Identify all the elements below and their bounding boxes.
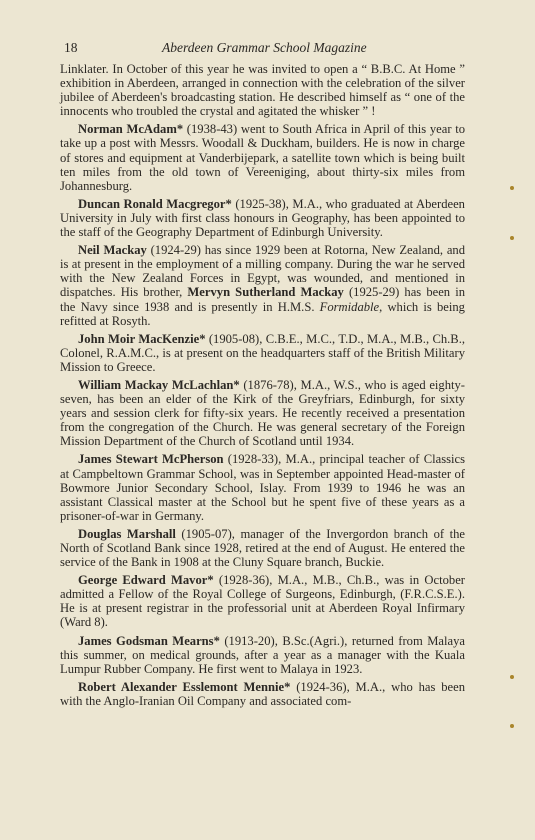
paragraph-linklater: Linklater. In October of this year he was invited to open a “ B.B.C. At Home ” exhibition in Aberdeen, arranged in connection with the celebration of the silver jubilee of Aberdeen's broadcasting station. He described himself as “ one of the innocents who troubled the crystal and agitated the whisker ” ! xyxy=(60,62,465,119)
person-name: William Mackay McLachlan* xyxy=(78,377,240,392)
paragraph-mennie: Robert Alexander Esslemont Mennie* (1924-36), M.A., who has been with the Anglo-Iranian Oil Company and associated com- xyxy=(60,679,465,708)
paragraph-marshall: Douglas Marshall (1905-07), manager of the Invergordon branch of the North of Scotland Bank since 1928, retired at the end of August. He entered the service of the Bank in 1908 at the Cluny Square branch, Buckie. xyxy=(60,526,465,570)
person-name: John Moir MacKenzie* xyxy=(78,331,206,346)
paragraph-mearns: James Godsman Mearns* (1913-20), B.Sc.(Agri.), returned from Malaya this summer, on medical grounds, after a year as a manager with the Kuala Lumpur Rubber Company. He first went to Malaya in 1923. xyxy=(60,633,465,676)
paragraph-mcpherson: James Stewart McPherson (1928-33), M.A., principal teacher of Classics at Campbeltown Grammar School, was in September appointed Head-master of Bowmore Junior Secondary School, Islay. From 1939 to 1946 he was an assistant Classical master at the School but he spent five of these years as a prisoner-of-war in Germany. xyxy=(60,452,466,523)
person-name: Douglas Marshall xyxy=(78,526,176,541)
margin-mark xyxy=(510,675,514,679)
person-name: James Stewart McPherson xyxy=(78,452,224,467)
margin-mark xyxy=(510,724,514,728)
paragraph-macgregor: Duncan Ronald Macgregor* (1925-38), M.A., who graduated at Aberdeen University in July with first class honours in Geography, has been appointed to the staff of the Geography Department of Edinburgh University. xyxy=(60,196,465,240)
page-number: 18 xyxy=(64,40,78,55)
ship-name: Formidable xyxy=(319,299,380,314)
paragraph-mackenzie: John Moir MacKenzie* (1905-08), C.B.E., M.C., T.D., M.A., M.B., Ch.B., Colonel, R.A.M.C., is at present on the headquarters staff of the British Military Mission to Greece. xyxy=(60,331,465,374)
person-name: Duncan Ronald Macgregor* xyxy=(78,196,232,211)
person-name: George Edward Mavor* xyxy=(78,573,214,588)
margin-mark xyxy=(510,236,514,240)
running-title: Aberdeen Grammar School Magazine xyxy=(162,40,367,55)
paragraph-mackay: Neil Mackay (1924-29) has since 1929 been at Rotorna, New Zealand, and is at present in the employment of a milling company. During the war he served with the New Zealand Forces in Egypt, was wounded, and mentioned in dispatches. His brother, Mervyn Sutherland Mackay (1925-29) has been in the Navy since 1938 and is presently in H.M.S. Formidable, which is being refitted at Rosyth. xyxy=(60,243,465,328)
person-name: Neil Mackay xyxy=(78,243,147,258)
paragraph-mavor: George Edward Mavor* (1928-36), M.A., M.B., Ch.B., was in October admitted a Fellow of the Royal College of Surgeons, Edinburgh, (F.R.C.S.E.). He is at present registrar in the professorial unit at Aberdeen Royal Infirmary (Ward 8). xyxy=(60,573,465,630)
paragraph-mclachlan: William Mackay McLachlan* (1876-78), M.A., W.S., who is aged eighty-seven, has been an elder of the Kirk of the Greyfriars, Edinburgh, for sixty years and session clerk for fifty-six years. He recently received a presentation from the congregation of the Church. He was general secretary of the Foreign Mission Department of the Church of Scotland until 1934. xyxy=(60,377,466,449)
person-name: James Godsman Mearns* xyxy=(78,633,220,648)
paragraph-mcadam: Norman McAdam* (1938-43) went to South Africa in April of this year to take up a post with Messrs. Woodall & Duckham, builders. He is now in charge of stores and equipment at Vanderbijepark, a satellite town which is being built ten miles from the old town of Vereeniging, about thirty-six miles from Johannesburg. xyxy=(60,122,465,193)
article-body xyxy=(60,62,465,712)
person-name: Norman McAdam* xyxy=(78,122,184,137)
person-name: Robert Alexander Esslemont Mennie* xyxy=(78,679,291,694)
person-name: Mervyn Sutherland Mackay xyxy=(187,285,344,300)
page-header xyxy=(58,40,478,60)
margin-mark xyxy=(510,186,514,190)
